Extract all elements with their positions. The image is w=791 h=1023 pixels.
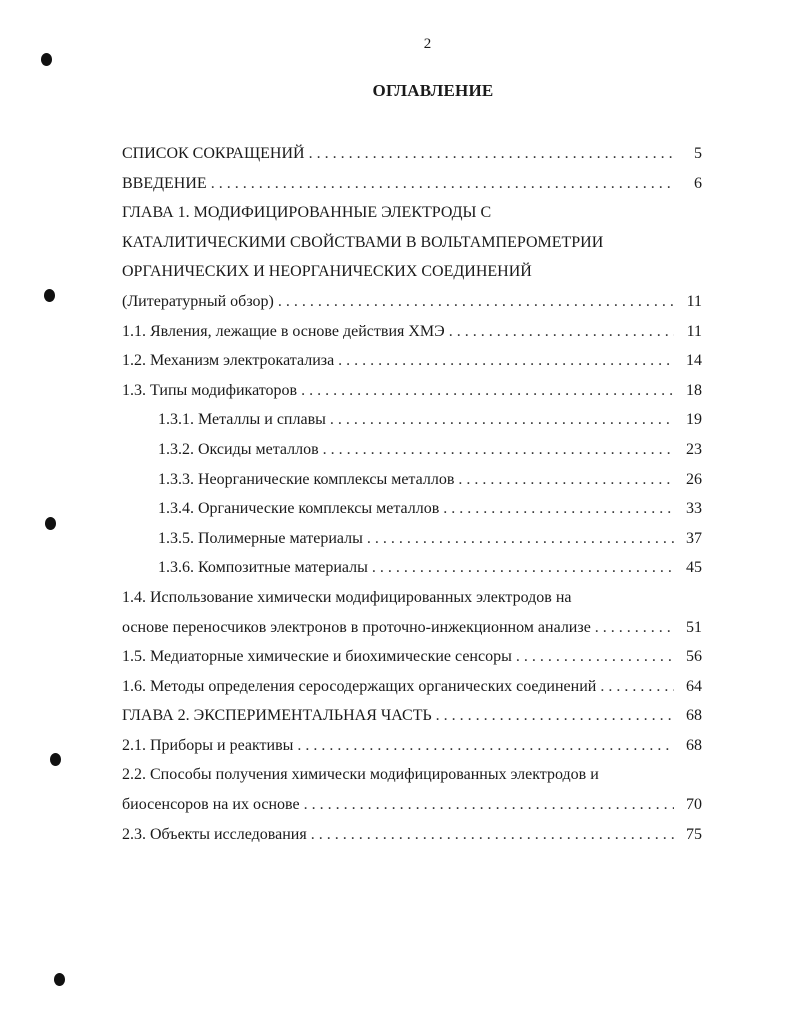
toc-entry-title: 1.3.4. Органические комплексы металлов bbox=[158, 500, 440, 518]
toc-chapter1-line3: ОРГАНИЧЕСКИХ И НЕОРГАНИЧЕСКИХ СОЕДИНЕНИЙ bbox=[122, 263, 532, 281]
table-of-contents bbox=[122, 139, 702, 849]
toc-entry-page: 33 bbox=[686, 500, 702, 518]
toc-entry-page: 37 bbox=[686, 529, 702, 547]
dot-leader bbox=[323, 435, 674, 465]
dot-leader bbox=[311, 820, 674, 850]
toc-entry-page: 18 bbox=[686, 381, 702, 399]
toc-entry-title: 1.6. Методы определения серосодержащих органических соединений bbox=[122, 677, 597, 695]
toc-entry-1-3-1 bbox=[122, 405, 702, 435]
toc-entry-1-3-5 bbox=[122, 524, 702, 554]
dot-leader bbox=[367, 524, 674, 554]
dot-leader bbox=[309, 139, 674, 169]
binder-hole-mark bbox=[50, 753, 61, 766]
toc-entry-title: 1.3.2. Оксиды металлов bbox=[158, 440, 319, 458]
binder-hole-mark bbox=[44, 289, 55, 302]
toc-entry-page: 6 bbox=[694, 174, 702, 192]
toc-entry-title: ГЛАВА 2. ЭКСПЕРИМЕНТАЛЬНАЯ ЧАСТЬ bbox=[122, 707, 432, 725]
dot-leader bbox=[338, 346, 674, 376]
toc-entry-1-3-3 bbox=[122, 465, 702, 495]
dot-leader bbox=[443, 494, 674, 524]
toc-entry-1-5 bbox=[122, 642, 702, 672]
dot-leader bbox=[436, 701, 674, 731]
toc-entry-page: 19 bbox=[686, 411, 702, 429]
toc-entry-page: 23 bbox=[686, 440, 702, 458]
toc-entry-title: 1.3.6. Композитные материалы bbox=[158, 559, 368, 577]
toc-chapter1-line1: ГЛАВА 1. МОДИФИЦИРОВАННЫЕ ЭЛЕКТРОДЫ С bbox=[122, 204, 492, 222]
dot-leader bbox=[449, 317, 674, 347]
toc-entry-title: 2.1. Приборы и реактивы bbox=[122, 736, 294, 754]
toc-entry-1-3 bbox=[122, 376, 702, 406]
toc-heading: ОГЛАВЛЕНИЕ bbox=[372, 81, 494, 100]
binder-hole-mark bbox=[45, 517, 56, 530]
dot-leader bbox=[301, 376, 674, 406]
toc-entry-page: 70 bbox=[686, 796, 702, 814]
toc-entry-title: 1.1. Явления, лежащие в основе действия ХМЭ bbox=[122, 322, 445, 340]
toc-entry-page: 11 bbox=[686, 322, 702, 340]
toc-entry-title: 1.3.3. Неорганические комплексы металлов bbox=[158, 470, 455, 488]
dot-leader bbox=[330, 405, 674, 435]
dot-leader bbox=[278, 287, 674, 317]
toc-entry-2-1 bbox=[122, 731, 702, 761]
toc-entry-1-6 bbox=[122, 672, 702, 702]
toc-entry-title: (Литературный обзор) bbox=[122, 292, 274, 310]
toc-entry-2-2 bbox=[122, 790, 702, 820]
dot-leader bbox=[211, 169, 674, 199]
toc-entry-page: 64 bbox=[686, 677, 702, 695]
toc-entry-title: биосенсоров на их основе bbox=[122, 796, 300, 814]
toc-entry-1-3-4 bbox=[122, 494, 702, 524]
toc-entry-page: 11 bbox=[686, 292, 702, 310]
toc-entry-page: 45 bbox=[686, 559, 702, 577]
toc-entry-title: 1.5. Медиаторные химические и биохимические сенсоры bbox=[122, 648, 512, 666]
dot-leader bbox=[372, 553, 674, 583]
binder-hole-mark bbox=[41, 53, 52, 66]
toc-2-2-line1: 2.2. Способы получения химически модифицированных электродов и bbox=[122, 766, 599, 784]
toc-entry-1-1 bbox=[122, 317, 702, 347]
toc-entry-introduction bbox=[122, 169, 702, 199]
toc-entry-abbreviations bbox=[122, 139, 702, 169]
toc-entry-page: 75 bbox=[686, 825, 702, 843]
toc-entry-page: 68 bbox=[686, 736, 702, 754]
toc-entry-title: 1.2. Механизм электрокатализа bbox=[122, 352, 335, 370]
toc-entry-page: 51 bbox=[686, 618, 702, 636]
toc-entry-1-2 bbox=[122, 346, 702, 376]
toc-chapter1-line2: КАТАЛИТИЧЕСКИМИ СВОЙСТВАМИ В ВОЛЬТАМПЕРОМЕТРИИ bbox=[122, 233, 604, 251]
toc-entry-title: основе переносчиков электронов в проточно-инжекционном анализе bbox=[122, 618, 591, 636]
toc-entry-page: 68 bbox=[686, 707, 702, 725]
toc-entry-page: 56 bbox=[686, 648, 702, 666]
toc-entry-2-3 bbox=[122, 820, 702, 850]
page-number: 2 bbox=[423, 36, 432, 52]
dot-leader bbox=[297, 731, 674, 761]
toc-entry-title: 1.3. Типы модификаторов bbox=[122, 381, 298, 399]
toc-entry-page: 5 bbox=[694, 145, 702, 162]
toc-entry-chapter1 bbox=[122, 287, 702, 317]
dot-leader bbox=[600, 672, 674, 702]
toc-1-4-line1: 1.4. Использование химически модифицированных электродов на bbox=[122, 588, 572, 606]
toc-entry-1-4 bbox=[122, 613, 702, 643]
toc-entry-title: 1.3.5. Полимерные материалы bbox=[158, 529, 363, 547]
toc-entry-1-3-6 bbox=[122, 553, 702, 583]
dot-leader bbox=[595, 613, 674, 643]
toc-entry-page: 26 bbox=[686, 470, 702, 488]
toc-entry-title: СПИСОК СОКРАЩЕНИЙ bbox=[122, 145, 305, 162]
dot-leader bbox=[304, 790, 674, 820]
binder-hole-mark bbox=[54, 973, 65, 986]
toc-entry-title: ВВЕДЕНИЕ bbox=[122, 174, 207, 192]
toc-entry-page: 14 bbox=[686, 352, 702, 370]
dot-leader bbox=[458, 465, 674, 495]
toc-entry-title: 2.3. Объекты исследования bbox=[122, 825, 307, 843]
toc-entry-1-3-2 bbox=[122, 435, 702, 465]
toc-entry-title: 1.3.1. Металлы и сплавы bbox=[158, 411, 326, 429]
toc-entry-chapter2 bbox=[122, 701, 702, 731]
dot-leader bbox=[516, 642, 674, 672]
